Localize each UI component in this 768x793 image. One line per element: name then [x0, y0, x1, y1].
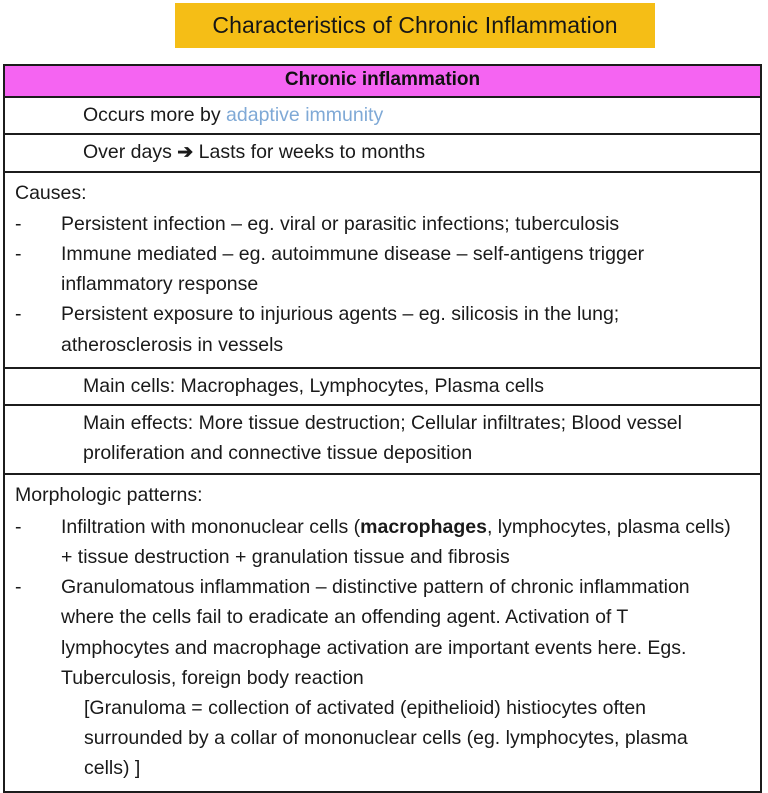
- causes-bullet-3: [15, 299, 738, 359]
- table-row-main-cells: [5, 369, 760, 406]
- immunity-line: [83, 101, 752, 129]
- slide-title-banner: [175, 3, 655, 48]
- morphologic-bullet-1-bold-term: macrophages: [360, 515, 487, 538]
- duration-before-arrow-text: Over days: [83, 141, 178, 164]
- right-arrow-icon: ➔: [177, 142, 194, 164]
- main-cells-text: Main cells: Macrophages, Lymphocytes, Plasma cells: [83, 374, 544, 397]
- immunity-prefix-text: Occurs more by: [83, 103, 227, 126]
- table-row-main-effects: [5, 406, 760, 475]
- granuloma-definition-note: [Granuloma = collection of activated (epithelioid) histiocytes often surrounded by a collar of mononuclear cells (eg. lymphocytes, plasma cells) ]: [84, 696, 688, 780]
- bullet-dash-icon: -: [15, 212, 22, 235]
- causes-bullet-1: [15, 209, 738, 239]
- main-effects-text: Main effects: More tissue destruction; Cellular infiltrates; Blood vessel proliferation and connective tissue deposition: [83, 412, 682, 464]
- immunity-highlight-text: adaptive immunity: [226, 103, 384, 126]
- morphologic-bullet-2: [15, 572, 738, 693]
- duration-after-arrow-text: Lasts for weeks to months: [193, 141, 426, 164]
- morphologic-bullet-1: [15, 512, 738, 572]
- bullet-dash-icon: -: [15, 515, 22, 538]
- slide-title-text: Characteristics of Chronic Inflammation: [212, 12, 618, 38]
- morphologic-bullet-2-text: Granulomatous inflammation – distinctive pattern of chronic inflammation where the cells fail to eradicate an offending agent. Activation of T lymphocytes and macrophage activation are important events here. Egs. Tuberculosis, foreign body reaction: [61, 576, 690, 689]
- causes-bullet-2: [15, 239, 738, 299]
- causes-heading: Causes:: [15, 181, 87, 204]
- chronic-inflammation-table: [3, 64, 762, 793]
- bullet-dash-icon: -: [15, 576, 22, 599]
- causes-bullet-3-text: Persistent exposure to injurious agents – eg. silicosis in the lung; atherosclerosis in vessels: [61, 303, 620, 356]
- table-header-row: [5, 66, 760, 98]
- table-row-immunity: [5, 98, 760, 135]
- causes-bullet-2-text: Immune mediated – eg. autoimmune disease – self-antigens trigger inflammatory response: [61, 243, 645, 296]
- morphologic-patterns-heading: Morphologic patterns:: [15, 484, 203, 507]
- table-row-morphologic-patterns: [5, 475, 760, 790]
- table-row-causes: [5, 173, 760, 369]
- bullet-dash-icon: -: [15, 303, 22, 326]
- causes-bullet-1-text: Persistent infection – eg. viral or parasitic infections; tuberculosis: [61, 212, 620, 235]
- bullet-dash-icon: -: [15, 243, 22, 266]
- morphologic-bullet-1-part1: Infiltration with mononuclear cells (: [61, 515, 361, 538]
- duration-line: [83, 138, 752, 167]
- table-row-duration: [5, 135, 760, 173]
- morphologic-bullet-1-part2: , lymphocytes, plasma cells) + tissue destruction + granulation tissue and fibrosis: [61, 515, 731, 568]
- morphologic-bullet-1-text: [61, 512, 738, 572]
- table-header-label: Chronic inflammation: [284, 69, 481, 90]
